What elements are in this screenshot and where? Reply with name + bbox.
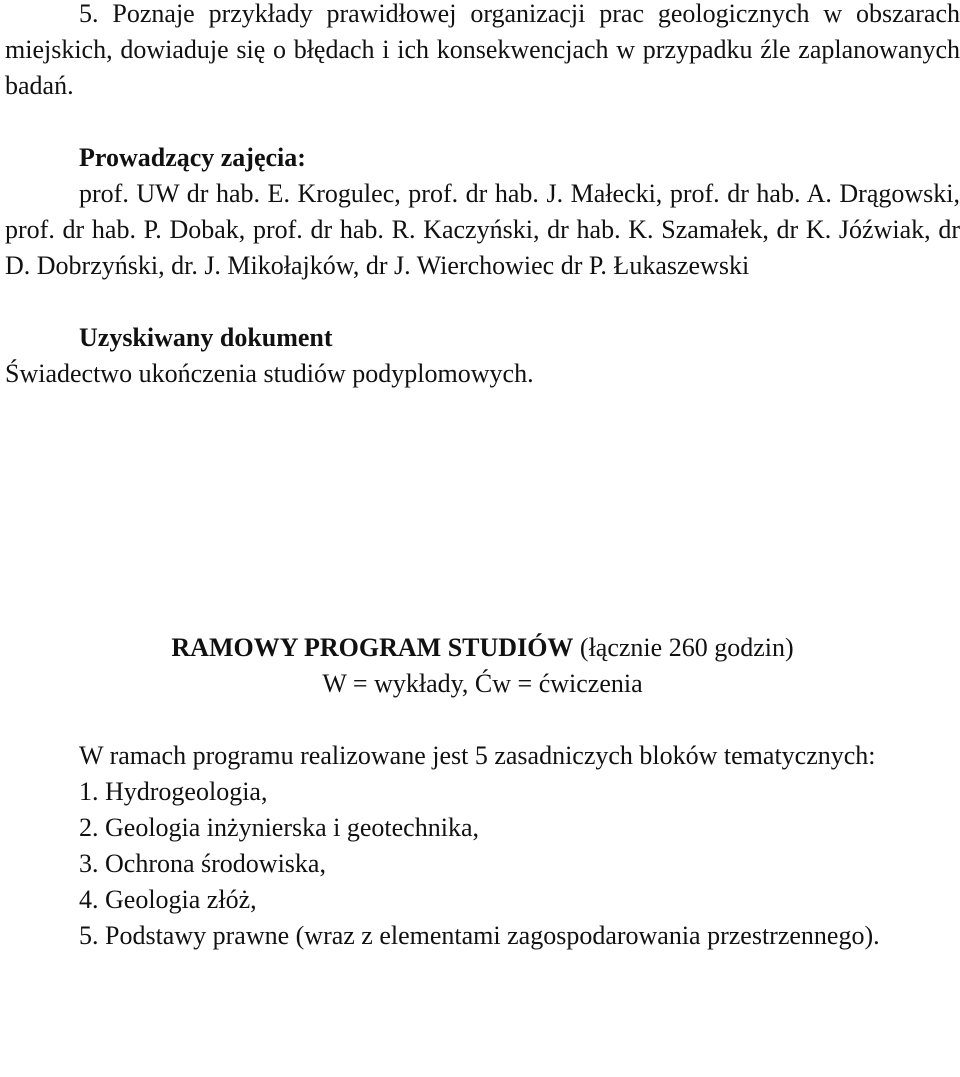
document-text: Świadectwo ukończenia studiów podyplomowych. — [5, 359, 534, 388]
list-item: 3. Ochrona środowiska, — [79, 849, 326, 878]
program-intro: W ramach programu realizowane jest 5 zasadniczych bloków tematycznych: — [79, 741, 876, 770]
document-heading: Uzyskiwany dokument — [79, 323, 333, 352]
spacer — [5, 284, 960, 320]
learning-outcome-item-5: 5. Poznaje przykłady prawidłowej organizacji prac geologicznych w obszarach miejskich, dowiaduje się o błędach i ich konsekwencjach w przypadku źle zaplanowanych badań. — [5, 0, 960, 100]
program-title — [5, 630, 960, 666]
instructors-heading: Prowadzący zajęcia: — [79, 143, 306, 172]
program-title-hours: (łącznie 260 godzin) — [573, 633, 794, 662]
spacer — [5, 392, 960, 630]
instructors-section — [5, 140, 960, 284]
program-title-bold: RAMOWY PROGRAM STUDIÓW — [171, 633, 574, 662]
document-page — [5, 0, 960, 954]
thematic-blocks-list — [5, 774, 960, 954]
list-item: 5. Podstawy prawne (wraz z elementami zagospodarowania przestrzennego). — [79, 921, 880, 950]
program-section — [5, 630, 960, 954]
list-item: 4. Geologia złóż, — [79, 885, 257, 914]
list-item: 1. Hydrogeologia, — [79, 777, 268, 806]
list-item: 2. Geologia inżynierska i geotechnika, — [79, 813, 479, 842]
program-legend: W = wykłady, Ćw = ćwiczenia — [322, 669, 643, 698]
spacer — [5, 104, 960, 140]
instructors-list: prof. UW dr hab. E. Krogulec, prof. dr hab. J. Małecki, prof. dr hab. A. Drągowski, prof. dr hab. P. Dobak, prof. dr hab. R. Kaczyński, dr hab. K. Szamałek, dr K. Jóźwiak, dr D. Dobrzyński, dr. J. Mikołajków, dr J. Wierchowiec dr P. Łukaszewski — [5, 179, 960, 280]
spacer — [5, 702, 960, 738]
document-section — [5, 320, 960, 392]
